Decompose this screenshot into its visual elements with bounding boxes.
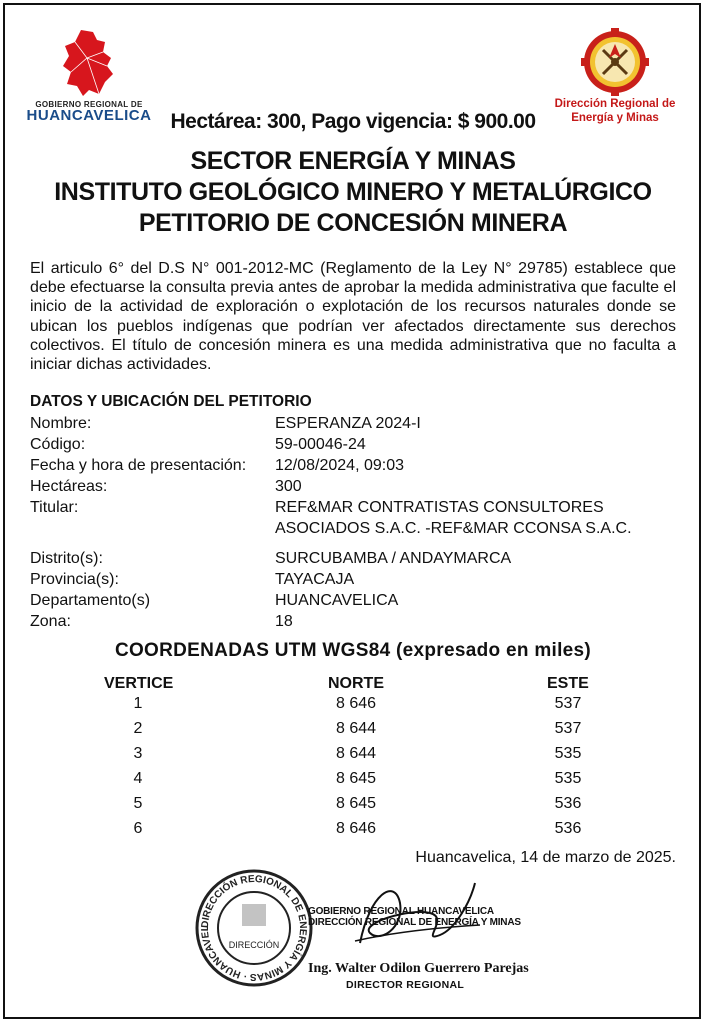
col-header-vertice: VERTICE (104, 675, 174, 692)
stamp-center-text: DIRECCIÓN (228, 940, 280, 950)
table-cell: 8 644 (335, 745, 377, 762)
stamp-ring-text: DIRECCIÓN REGIONAL DE ENERGÍA Y MINAS · HUANCAVEL (199, 873, 309, 983)
field-value: TAYACAJA (275, 571, 355, 588)
intro-paragraph: El articulo 6° del D.S N° 001-2012-MC (Reglamento de la Ley N° 29785) establece que debe efectuarse la consulta previa antes de aprobar la medida administrativa que faculte el inicio de la actividad de exploración o explotación de los recursos naturales donde se ubican los pueblos indígenas que podrían ver afectados directamente sus derechos colectivos. El título de concesión minera es una medida administrativa que no faculta a iniciar dichas actividades. (30, 260, 676, 374)
table-cell: 537 (554, 720, 582, 737)
field-label: Fecha y hora de presentación: (30, 457, 247, 474)
table-cell: 536 (554, 820, 582, 837)
direccion-regional-logo (540, 28, 690, 124)
col-header-norte: NORTE (328, 675, 384, 692)
field-label: Departamento(s) (30, 592, 151, 609)
field-label: Zona: (30, 613, 71, 630)
field-label: Provincia(s): (30, 571, 119, 588)
table-cell: 8 644 (335, 720, 377, 737)
title-line-3: PETITORIO DE CONCESIÓN MINERA (138, 209, 568, 237)
field-value: REF&MAR CONTRATISTAS CONSULTORES (275, 499, 604, 516)
table-cell: 536 (554, 795, 582, 812)
table-cell: 1 (133, 695, 143, 712)
field-value: SURCUBAMBA / ANDAYMARCA (275, 550, 512, 567)
table-cell: 8 645 (335, 770, 377, 787)
title-line-2: INSTITUTO GEOLÓGICO MINERO Y METALÚRGICO (54, 178, 652, 206)
table-cell: 4 (133, 770, 143, 787)
table-cell: 8 646 (335, 695, 377, 712)
field-value: ESPERANZA 2024-I (275, 415, 421, 432)
sig-line-2: DIRECCIÓN REGIONAL DE ENERGÍA Y MINAS (308, 917, 521, 928)
page-title (20, 146, 686, 239)
gobierno-regional-logo (24, 28, 154, 128)
signatory-role: DIRECTOR REGIONAL (346, 979, 465, 991)
signature-block (308, 906, 521, 928)
table-cell: 535 (554, 745, 582, 762)
huancavelica-map-icon (59, 28, 119, 98)
table-cell: 8 645 (335, 795, 377, 812)
field-label: Distrito(s): (30, 550, 103, 567)
field-value: 12/08/2024, 09:03 (275, 457, 405, 474)
logo-right-line1: Dirección Regional de (554, 98, 676, 110)
gear-emblem-icon (581, 28, 649, 96)
field-value: 59-00046-24 (275, 436, 366, 453)
field-value: HUANCAVELICA (275, 592, 399, 609)
field-value: ASOCIADOS S.A.C. -REF&MAR CCONSA S.A.C. (275, 520, 632, 537)
table-cell: 537 (554, 695, 582, 712)
logo-right-line2: Energía y Minas (571, 112, 659, 124)
table-cell: 6 (133, 820, 143, 837)
field-label: Titular: (30, 499, 79, 516)
table-cell: 2 (133, 720, 143, 737)
hectarea-line: Hectárea: 300, Pago vigencia: $ 900.00 (170, 110, 536, 133)
section-title: DATOS Y UBICACIÓN DEL PETITORIO (30, 393, 312, 410)
logo-big-text: HUANCAVELICA (26, 107, 152, 124)
table-cell: 5 (133, 795, 143, 812)
field-value: 300 (275, 478, 302, 495)
signatory-name: Ing. Walter Odilon Guerrero Parejas (308, 961, 529, 976)
field-value: 18 (275, 613, 293, 630)
coords-title (20, 640, 686, 662)
field-label: Código: (30, 436, 86, 453)
title-line-1: SECTOR ENERGÍA Y MINAS (190, 147, 516, 175)
issue-date: Huancavelica, 14 de marzo de 2025. (415, 849, 676, 866)
sig-line-1: GOBIERNO REGIONAL HUANCAVELICA (308, 906, 494, 917)
table-cell: 535 (554, 770, 582, 787)
table-cell: 8 646 (335, 820, 377, 837)
coords-title-rest: (expresado en miles) (390, 640, 592, 661)
official-stamp (194, 868, 314, 993)
logo-small-text: GOBIERNO REGIONAL DE (35, 100, 143, 109)
table-cell: 3 (133, 745, 143, 762)
coords-title-bold: COORDENADAS UTM WGS84 (114, 640, 391, 661)
field-label: Nombre: (30, 415, 92, 432)
col-header-este: ESTE (547, 675, 589, 692)
field-label: Hectáreas: (30, 478, 108, 495)
